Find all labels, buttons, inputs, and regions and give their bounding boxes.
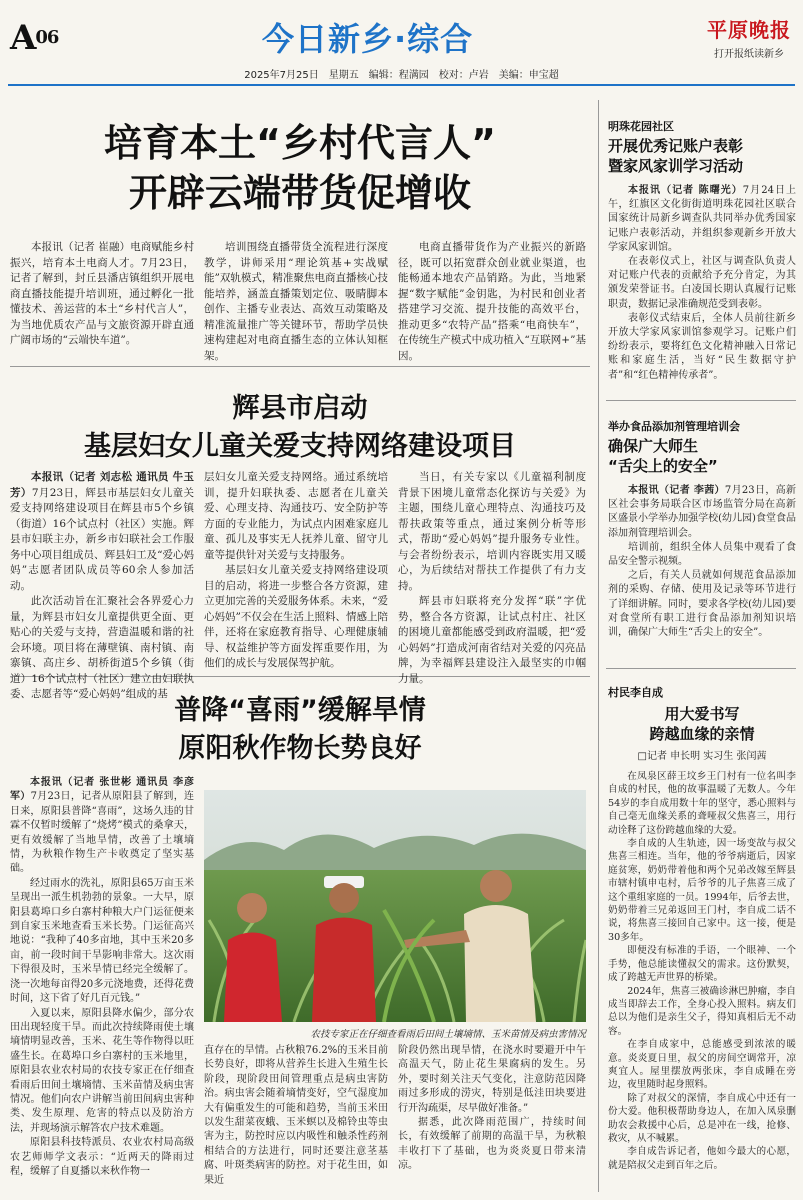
article3-title-line2: 原阳秋作物长势良好: [178, 733, 422, 764]
side3-kicker: 村民李自成: [608, 686, 663, 699]
page-num: 06: [35, 27, 59, 48]
article1-col3: 电商直播带货作为产业振兴的新路径，既可以拓宽群众创业就业渠道，也能畅通本地农产品销路。为此，当地紧握“数字赋能”金钥匙，为村民和创业者搭建学习交流、提升技能的高效平台，推动更多“农特产品”搭乘“电商快车”，在传统生产模式中成功植入“互联网+”基因。: [398, 241, 586, 362]
sidebar-divider: [606, 400, 796, 401]
logo-slogan: 打开报纸读新乡: [714, 49, 784, 60]
news-photo: [204, 790, 586, 1022]
column-divider: [598, 100, 599, 1192]
side1-body: 本报讯（记者 陈曙光）7月24日上午，红旗区文化街街道明珠花园社区联合国家统计局新乡调查队共同举办优秀国家记账户表彰活动，并组织参观新乡开放大学家风家训馆。 在表彰仪式上，社区与调查队负责人对记账户代表的贡献给予充分肯定，为其颁发荣誉证书。白凌国长期认真履行记账职责，数据记录准确规范受到表彰。 表彰仪式结束后，全体人员前往新乡开放大学家风家训馆参观学习。记账户们纷纷表示，要将红色文化精神融入日常记账和家庭生活，当好“民生数据守护者”和“红色精神传承者”。: [608, 185, 796, 381]
article2-col2: 层妇女儿童关爱支持网络。通过系统培训，提升妇联执委、志愿者在儿童关爱、心理支持、沟通技巧、安全防护等方面的专业能力，为试点内困难家庭儿童、孤儿及事实无人抚养儿童、留守儿童等提供针对关爱与支持服务。 基层妇女儿童关爱支持网络建设项目的启动，将进一步整合各方资源，建立更加完善的关爱服务体系。未来，“爱心妈妈”不仅会在生活上照料、情感上陪伴，还将在家庭教育指导、心理健康辅导、权益维护等方面发挥重要作用，为他们的成长与发展保驾护航。: [204, 471, 388, 669]
sidebar-divider: [606, 668, 796, 669]
article1-title-line2: 开辟云端带货促增收: [128, 171, 471, 215]
article1-headline: [10, 118, 590, 218]
article2-title-line2: 基层妇女儿童关爱支持网络建设项目: [84, 431, 516, 462]
issue-meta: 2025年7月25日 星期五 编辑：程满园 校对：卢岩 美编：申宝超: [244, 70, 559, 81]
article3-col3: 阶段仍然出现旱情，在浇水时要避开中午高温天气，防止花生果腐病的发生。另外，要时刻关注天气变化，注意防范因降雨过多形成的涝灾，特别是低洼田块要进行开沟疏渠，尽早做好准备。” 据悉，此次降雨范围广，持续时间长，有效缓解了前期的高温干旱，为秋粮丰收打下了基础，也为炎炎夏日带来清凉。: [398, 1045, 586, 1172]
article2-headline: [10, 390, 590, 466]
article1-title-line1: 培育本土“乡村代言人”: [104, 121, 496, 165]
page-number: [10, 18, 58, 58]
sidebar-story-2: [608, 418, 796, 640]
side3-byline: □记者 申长明 实习生 张闰茜: [637, 751, 767, 762]
side3-title: 用大爱书写 跨越血缘的亲情: [649, 705, 755, 743]
article2-col3: 当日，有关专家以《儿童福利制度背景下困境儿童常态化探访与关爱》为主题，围绕儿童心理特点、沟通技巧及帮扶政策等重点，通过案例分析等形式，帮助“爱心妈妈”提升服务专业性。与会者纷纷表示，培训内容既实用又暖心，为后续结对帮扶工作提供了有力支持。 辉县市妇联将充分发挥“联”字优势，整合各方资源，让试点村庄、社区的困境儿童都能感受到政府温暖，把“爱心妈妈”打造成河南省结对关爱的闪亮品牌，为幸福辉县建设注入最坚实的巾帼力量。: [398, 471, 586, 685]
sidebar-story-3: [608, 684, 796, 1172]
side2-body: 本报讯（记者 李茜）7月23日，高新区社会事务局联合区市场监管分局在高新区盛景小学举办加强学校(幼儿园)食堂食品添加剂管理培训会。 培训前，组织全体人员集中观看了食品安全警示视频。 之后，有关人员就如何规范食品添加剂的采购、存储、使用及记录等环节进行了详细讲解。同时，要求各学校(幼儿园)要对食堂所有职工进行食品添加剂知识培训，确保广大师生“舌尖上的安全”。: [608, 485, 796, 639]
article2-col1: 本报讯（记者 刘志松 通讯员 牛玉芳）7月23日，辉县市基层妇女儿童关爱支持网络建设项目在辉县市5个乡镇（街道）16个试点村（社区）实施。辉县市妇联主办，新乡市妇联社会工作服务中心项目组成员、辉县妇工及“爱心妈妈”志愿者团队成员等60余人参加活动。 此次活动旨在汇聚社会各界爱心力量，为辉县市妇女儿童提供更全面、更贴心的关爱与支持，营造温暖和谐的社会环境。项目将在薄壁镇、南村镇、南寨镇、高庄乡、胡桥街道5个乡镇（街道）16个试点村（社区）建立由妇联执委、志愿者等“爱心妈妈”组成的基: [10, 471, 194, 700]
section-title: 今日新乡·综合: [262, 20, 474, 58]
article-divider: [10, 366, 590, 367]
masthead-rule: [8, 84, 795, 86]
side1-title: 开展优秀记账户表彰 暨家风家训学习活动: [608, 137, 744, 175]
side1-kicker: 明珠花园社区: [608, 120, 674, 133]
article3-title-line1: 普降“喜雨”缓解旱情: [174, 695, 426, 726]
article2-title-line1: 辉县市启动: [232, 393, 368, 424]
sidebar-story-1: [608, 118, 796, 383]
newspaper-logo: [706, 14, 792, 60]
logo-name: 平原晚报: [707, 18, 791, 42]
photo-caption: 农技专家正在仔细查看雨后田间土壤墒情、玉米苗情及病虫害情况: [310, 1029, 586, 1040]
article3-col2: 直存在的旱情。占秋粮76.2%的玉米目前长势良好，即将从营养生长进入生殖生长阶段，现阶段田间管理重点是病虫害防治。病虫害会随着墒情变好，空气湿度加大有偏重发生的可能和趋势，当前玉米田以发生甜菜夜蛾、玉米螟以及棉铃虫等虫害为主，防控时应以内吸性和触杀性药剂相结合的方法进行，同时还要注意茎基腐、叶斑类病害的防控。对于花生田，如果近: [204, 1045, 388, 1186]
side2-title: 确保广大师生 “舌尖上的安全”: [608, 437, 718, 475]
side3-body: 在凤泉区薛王坟乡王门村有一位名叫李自成的村民，他的故事温暖了无数人。今年54岁的李自成用数十年的坚守，悉心照料与自己毫无血缘关系的聋哑叔父焦喜三，用行动诠释了这份跨越血缘的大爱。 李自成的人生轨迹，因一场变故与叔父焦喜三相连。当年，他的爷爷病逝后，因家庭贫寒，奶奶带着他和两个兄弟改嫁至辉县市辖村镇申屯村，后爷爷的儿子焦喜三成了这个重组家庭的一员。1994年，后爷去世，奶奶带着三兄弟返回王门村，李自成二话不说，将焦喜三接回自己家中。这一接，便是30多年。 即便没有标准的手语，一个眼神、一个手势，他总能读懂叔父的需求。这份默契，成了跨越无声世界的桥梁。 2024年，焦喜三被确诊淋巴肿瘤，李自成当即辞去工作，全身心投入照料。病友们总以为他们是亲生父子，得知真相后无不动容。 在李自成家中，总能感受到浓浓的暖意。炎炎夏日里，叔父的房间空调常开，凉爽宜人。屋里摆放两张床，李自成睡在旁边，夜里随时起身照料。 除了对叔父的深情，李自成心中还有一份大爱。他积极帮助身边人，在加入凤泉删助农会救援中心后，总是冲在一线，抢修、救灾，从不喊累。 李自成告诉记者，他如今最大的心愿，就是陪叔父走到百年之后。: [608, 771, 796, 1171]
article3-col1: 本报讯（记者 张世彬 通讯员 李彦军）7月23日，记者从原阳县了解到，连日来，原阳县普降“喜雨”，这场久违的甘霖不仅暂时缓解了“烧烤”模式的桑拿天，更有效缓解了当地旱情，改善了土壤墒情，为秋粮作物生产卡收奠定了坚实基础。 经过雨水的洗礼，原阳县65万亩玉米呈现出一派生机勃勃的景象。一大早，原阳县葛埠口乡白寨村种粮大户门运征便来到自家玉米地查看玉米长势。门运征高兴地说：“我种了40多亩地，其中玉米20多亩，前一段时间干旱影响非常大。这次雨下得很及时，玉米旱情已经完全缓解了。浇一次地每亩得20多元浇地费，还得花费时间，这下省了好几百元钱。” 入夏以来，原阳县降水偏少，部分农田出现轻度干旱。而此次持续降雨使土壤墒情明显改善，玉米、花生等作物得以旺盛生长。在葛埠口乡白寨村的玉米地里，原阳县农业农村局的农技专家正在仔细查看雨后田间土壤墒情、玉米苗情及病虫害情况。他们向农户讲解当前田间病虫害种类、发生原理、危害的特点以及防治方法，并现场演示解答农户技术难题。 原阳县科技特派员、农业农村局高级农艺师师学文表示：“近两天的降雨过程，缓解了自夏播以来秋作物一: [10, 777, 194, 1177]
side2-kicker: 举办食品添加剂管理培训会: [608, 420, 740, 433]
article3-headline: [10, 692, 590, 768]
page-letter: A: [10, 18, 36, 58]
cornfield-photo: [204, 790, 586, 1022]
article1-col1: 本报讯（记者 崔融）电商赋能乡村振兴，培育本土电商人才。7月23日，记者了解到，封丘县潘店镇组织开展电商直播技能提升培训班，通过孵化一批懂技术、善运营的本土“乡村代言人”，为当地优质农产品与文旅资源开辟直通广阔市场的“云端快车道”。: [10, 241, 194, 346]
article1-col2: 培训围绕直播带货全流程进行深度教学，讲师采用“理论筑基+实战赋能”双轨模式，精准聚焦电商直播核心技能培养，涵盖直播策划定位、吸睛脚本创作、主播专业表达、高效互动策略及精准流量推广等关键环节，帮助学员快速构建起对电商直播生态的立体认知框架。: [204, 241, 388, 362]
